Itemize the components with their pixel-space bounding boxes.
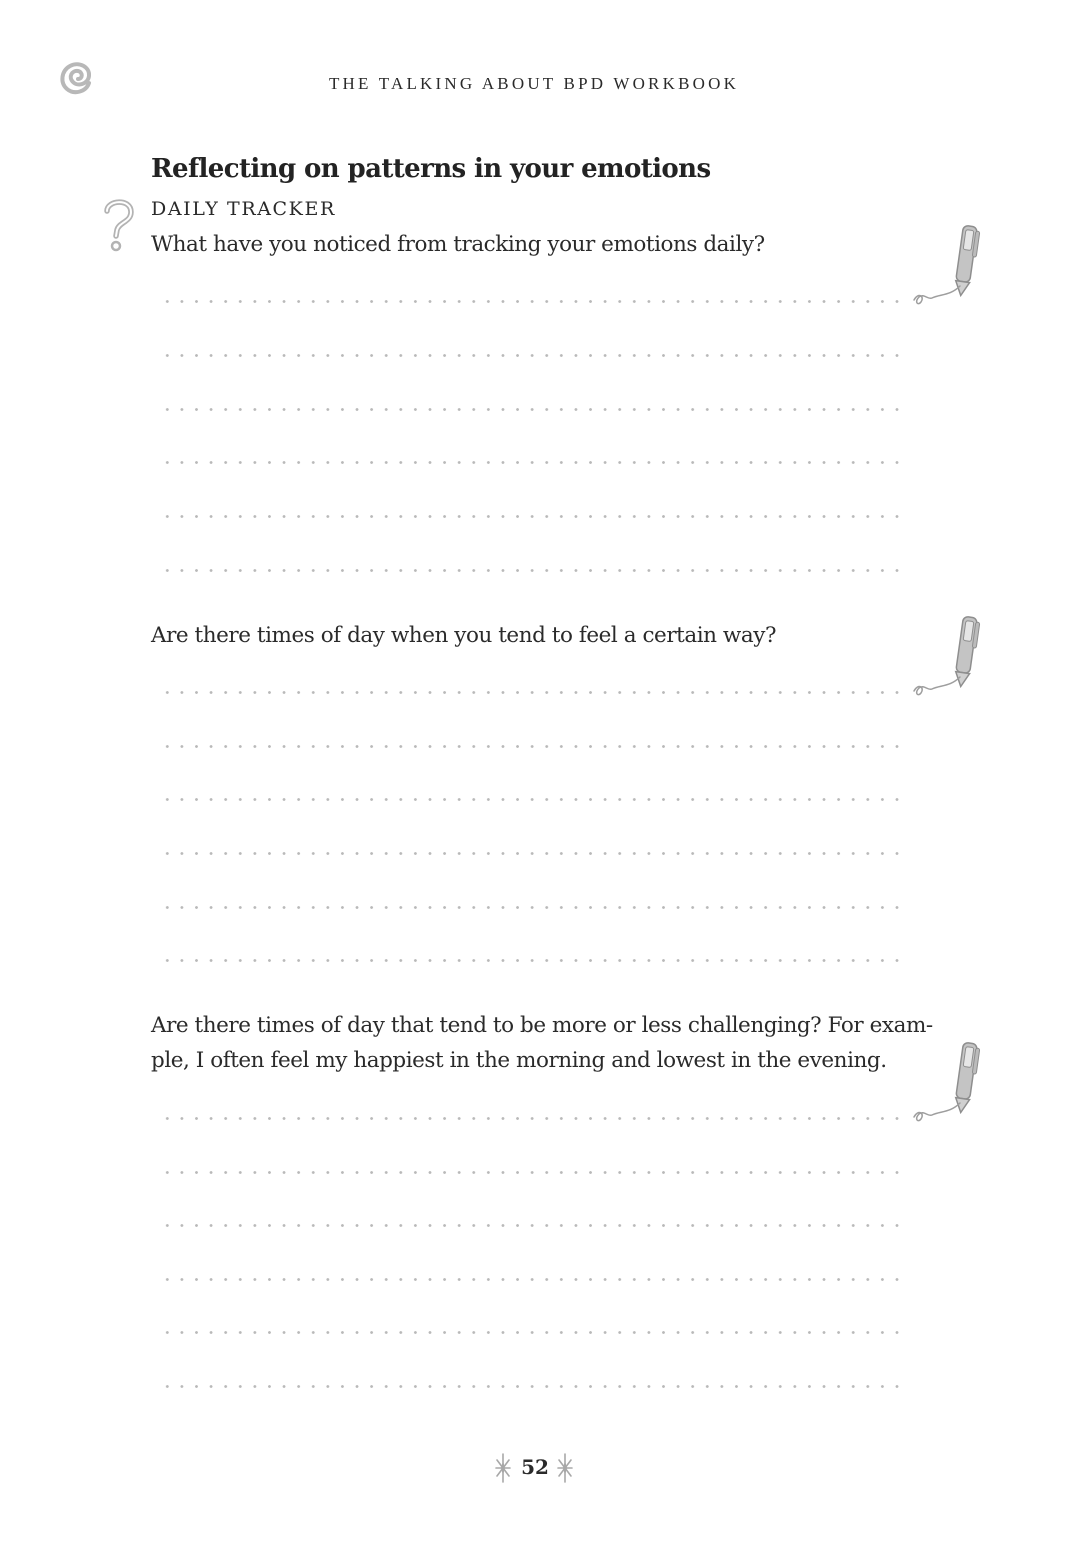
answer-line[interactable] bbox=[160, 798, 905, 801]
page-number: 52 bbox=[521, 1455, 549, 1479]
question-text-line-1: Are there times of day that tend to be more or less challenging? For exam- bbox=[151, 1013, 933, 1038]
question-text: What have you noticed from tracking your emotions daily? bbox=[151, 232, 765, 257]
answer-line[interactable] bbox=[160, 959, 905, 962]
pen-icon bbox=[912, 1035, 982, 1125]
page-number-block bbox=[494, 1452, 576, 1484]
question-text-line-2: ple, I often feel my happiest in the morning and lowest in the evening. bbox=[151, 1048, 887, 1073]
sparkle-icon bbox=[556, 1452, 574, 1484]
answer-line[interactable] bbox=[160, 906, 905, 909]
answer-line[interactable] bbox=[160, 515, 905, 518]
question-text: Are there times of day when you tend to feel a certain way? bbox=[151, 623, 777, 648]
answer-line[interactable] bbox=[160, 461, 905, 464]
pen-icon bbox=[912, 218, 982, 308]
answer-line[interactable] bbox=[160, 852, 905, 855]
answer-line[interactable] bbox=[160, 1385, 905, 1388]
question-prompt bbox=[151, 618, 776, 653]
answer-line[interactable] bbox=[160, 691, 908, 694]
question-prompt bbox=[151, 227, 765, 262]
section-title: Reflecting on patterns in your emotions bbox=[151, 154, 711, 184]
question-prompt bbox=[151, 1008, 933, 1078]
answer-line[interactable] bbox=[160, 569, 905, 572]
answer-line[interactable] bbox=[160, 1331, 905, 1334]
question-mark-icon bbox=[101, 196, 137, 256]
answer-line[interactable] bbox=[160, 354, 905, 357]
answer-line[interactable] bbox=[160, 1224, 905, 1227]
running-header: THE TALKING ABOUT BPD WORKBOOK bbox=[328, 74, 740, 93]
pen-icon bbox=[912, 609, 982, 699]
answer-line[interactable] bbox=[160, 1117, 908, 1120]
answer-line[interactable] bbox=[160, 745, 905, 748]
answer-line[interactable] bbox=[160, 1278, 905, 1281]
subheading: DAILY TRACKER bbox=[151, 198, 336, 220]
answer-line[interactable] bbox=[160, 408, 905, 411]
answer-line[interactable] bbox=[160, 1171, 905, 1174]
answer-line[interactable] bbox=[160, 300, 908, 303]
